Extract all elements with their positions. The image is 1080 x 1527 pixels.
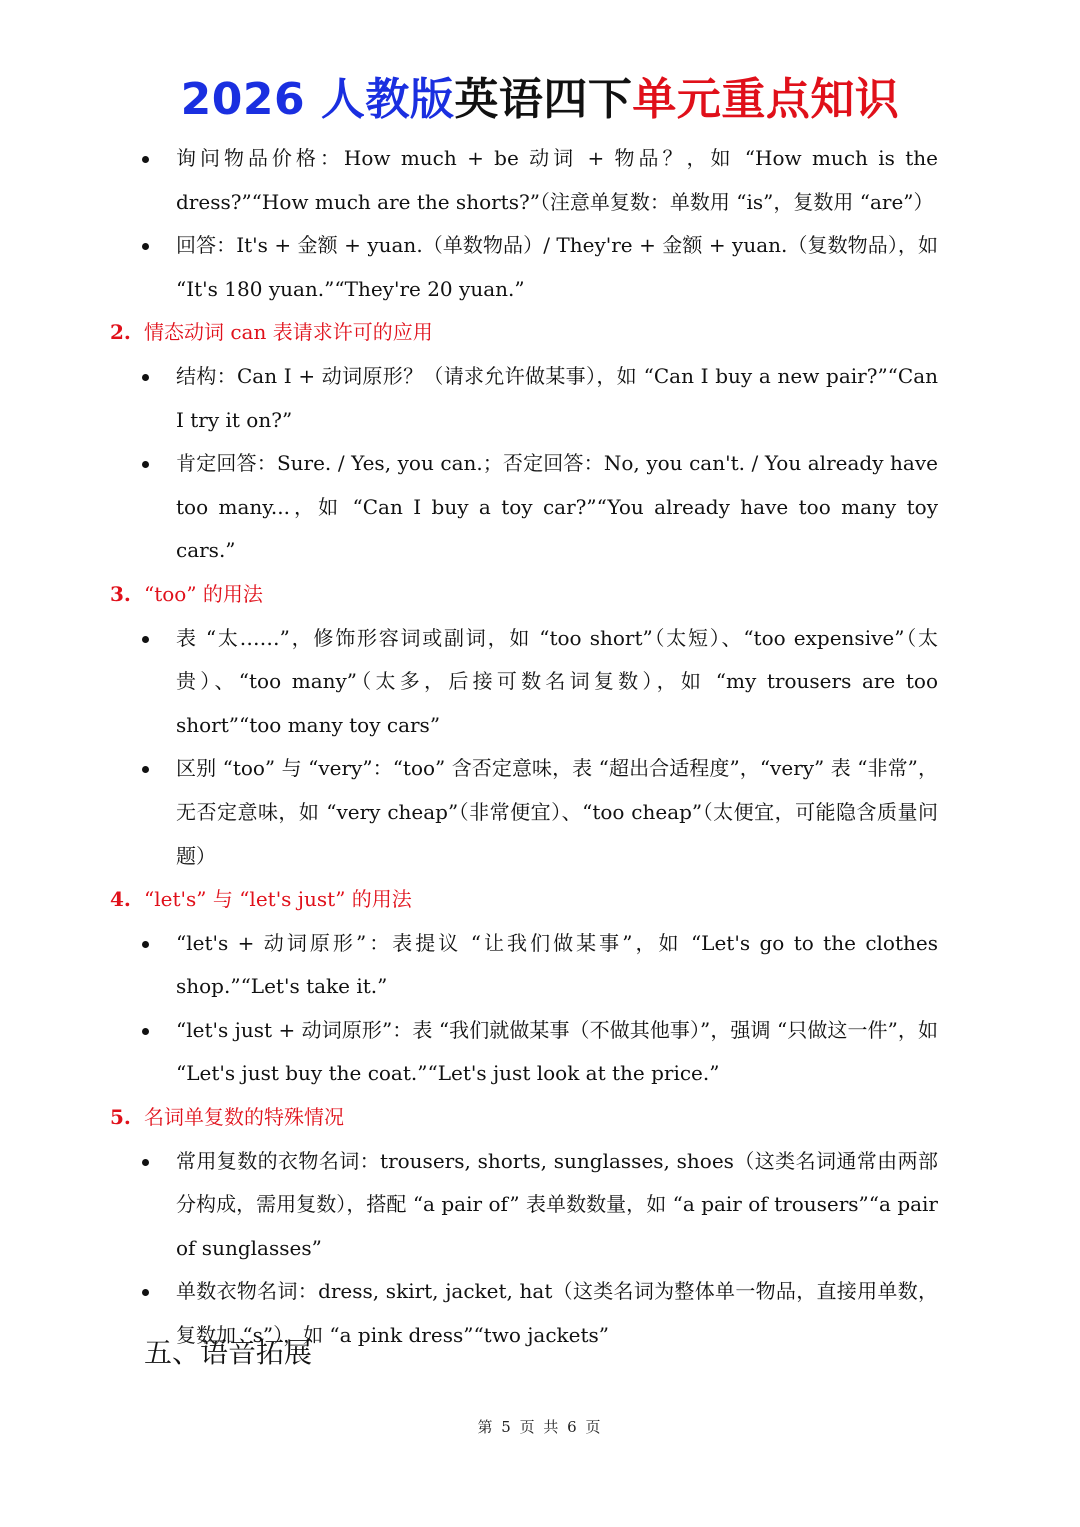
bullet-item: [0, 137, 938, 224]
section-heading-4: [0, 878, 1080, 922]
title-part-1: 2026 人教版: [180, 74, 455, 125]
bullet-text: 区别 “too” 与 “very”：“too” 含否定意味，表 “超出合适程度”，“very” 表 “非常”，无否定意味，如 “very cheap”（非常便宜）、“too cheap”（太便宜，可能隐含质量问题）: [176, 756, 938, 868]
section-heading-5: [0, 1096, 1080, 1140]
heading-text: 名词单复数的特殊情况: [144, 1105, 344, 1130]
bullet-item: [0, 1140, 938, 1271]
bullet-item: [0, 224, 938, 311]
bullet-text: 结构：Can I + 动词原形？（请求允许做某事），如 “Can I buy a new pair?”“Can I try it on?”: [176, 363, 938, 432]
bullet-item: [0, 617, 938, 748]
heading-number: 2.: [110, 320, 131, 345]
bullet-text: 表 “太……”，修饰形容词或副词，如 “too short”（太短）、“too expensive”（太贵）、“too many”（太多，后接可数名词复数），如 “my trousers are too short”“too many toy cars”: [176, 625, 938, 737]
bullet-dot-icon: [142, 243, 149, 250]
heading-text: “let's” 与 “let's just” 的用法: [144, 887, 412, 912]
bullet-item: [0, 1009, 938, 1096]
bullet-text: 肯定回答：Sure. / Yes, you can.；否定回答：No, you can't. / You already have too many...，如 “Can I buy a toy car?”“You already have too many toy cars.”: [176, 451, 938, 563]
bullet-text: “let's just + 动词原形”：表 “我们就做某事（不做其他事）”，强调 “只做这一件”，如 “Let's just buy the coat.”“Let's just look at the price.”: [176, 1017, 938, 1086]
bullet-dot-icon: [142, 1289, 149, 1296]
section-heading-3: [0, 573, 1080, 617]
heading-number: 3.: [110, 581, 131, 606]
document-body: [0, 137, 1080, 1358]
bullet-item: [0, 922, 938, 1009]
title-part-2: 英语四下: [454, 74, 633, 125]
bullet-item: [0, 442, 938, 573]
bullet-item: [0, 355, 938, 442]
bullet-text: 回答：It's + 金额 + yuan.（单数物品）/ They're + 金额 + yuan.（复数物品），如 “It's 180 yuan.”“They're 20 yuan.”: [176, 233, 938, 301]
bullet-text: 常用复数的衣物名词：trousers, shorts, sunglasses, shoes（这类名词通常由两部分构成，需用复数），搭配 “a pair of” 表单数数量，如 “a pair of trousers”“a pair of sunglasses”: [176, 1148, 938, 1260]
bullet-text: 单数衣物名词：dress, skirt, jacket, hat（这类名词为整体单一物品，直接用单数，复数加 “s”），如 “a pink dress”“two jackets”: [176, 1279, 938, 1348]
bullet-text: 询问物品价格：How much + be 动词 + 物品？，如 “How much is the dress?”“How much are the shorts?”（注意单复数：单数用 “is”，复数用 “are”）: [176, 146, 938, 214]
section-five-title: 五、语音拓展: [144, 1336, 313, 1369]
bullet-dot-icon: [142, 636, 149, 643]
bullet-dot-icon: [142, 766, 149, 773]
heading-text: “too” 的用法: [144, 581, 263, 606]
section-heading-2: [0, 311, 1080, 355]
bullet-text: “let's + 动词原形”：表提议 “让我们做某事”，如 “Let's go to the clothes shop.”“Let's take it.”: [176, 930, 938, 999]
bullet-item: [0, 1270, 938, 1357]
bullet-dot-icon: [142, 1028, 149, 1035]
bullet-item: [0, 747, 938, 878]
bullet-dot-icon: [142, 156, 149, 163]
bullet-dot-icon: [142, 1159, 149, 1166]
bullet-dot-icon: [142, 941, 149, 948]
bullet-dot-icon: [142, 461, 149, 468]
title-part-3: 单元重点知识: [632, 74, 900, 125]
heading-number: 4.: [110, 887, 131, 912]
page-footer: 第 5 页 共 6 页: [477, 1418, 603, 1436]
page-title: [0, 72, 1080, 128]
bullet-dot-icon: [142, 374, 149, 381]
heading-number: 5.: [110, 1105, 131, 1130]
heading-text: 情态动词 can 表请求许可的应用: [144, 320, 433, 345]
